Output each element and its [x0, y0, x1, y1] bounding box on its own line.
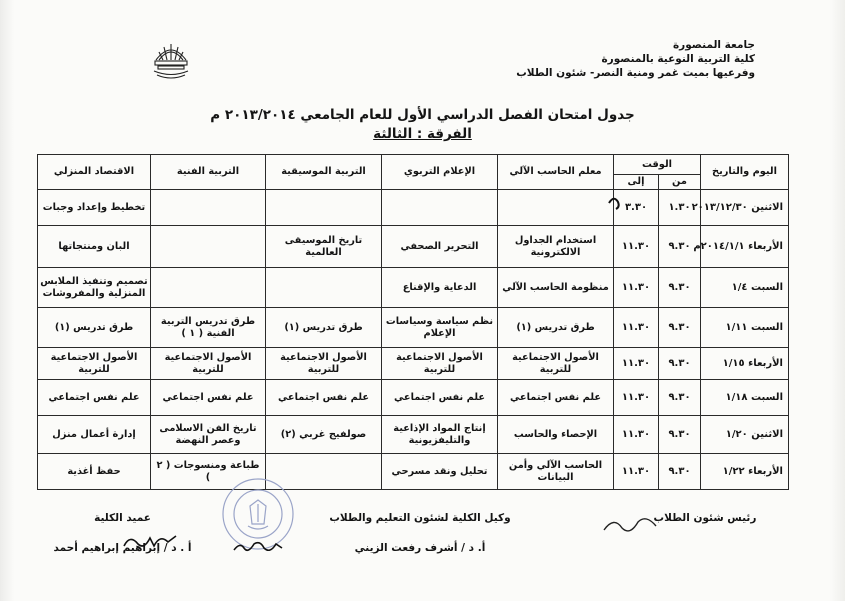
cell-day-date: السبت ١/٤: [701, 268, 789, 308]
title-line-1: جدول امتحان الفصل الدراسي الأول للعام الجامعي ٢٠١٣/٢٠١٤ م: [210, 107, 635, 123]
header-col-home-economics: الاقتصاد المنزلي: [38, 155, 151, 190]
handwritten-number-mark: [230, 536, 286, 556]
cell-time-to: ١١.٣٠: [614, 226, 659, 268]
cell-home-economics: تصميم وتنفيذ الملابس المنزلية والمفروشات: [38, 268, 151, 308]
cell-educational-media: تحليل ونقد مسرحي: [382, 454, 498, 490]
cell-computer-teacher: الحاسب الآلي وأمن البيانات: [498, 454, 614, 490]
cell-home-economics: علم نفس اجتماعي: [38, 380, 151, 416]
cell-computer-teacher: منظومة الحاسب الآلي: [498, 268, 614, 308]
cell-art-education: طرق تدريس التربية الفنية ( ١ ): [151, 308, 266, 348]
signature-title: رئيس شئون الطلاب: [653, 512, 757, 524]
cell-educational-media: الدعاية والإقناع: [382, 268, 498, 308]
schedule-row: [38, 268, 789, 308]
signature-title: وكيل الكلية لشئون التعليم والطلاب: [329, 512, 511, 524]
cell-home-economics: طرق تدريس (١): [38, 308, 151, 348]
cell-computer-teacher: [498, 190, 614, 226]
schedule-row: [38, 380, 789, 416]
cell-time-from: ٩.٣٠: [659, 268, 701, 308]
cell-time-from: ٩.٣٠: [659, 308, 701, 348]
handwritten-signature-dean: [120, 530, 180, 552]
cell-home-economics: إدارة أعمال منزل: [38, 416, 151, 454]
schedule-row: [38, 416, 789, 454]
cell-day-date: الاثنين ٢٠١٣/١٢/٣٠: [701, 190, 789, 226]
cell-computer-teacher: استخدام الجداول الالكترونية: [498, 226, 614, 268]
institution-header: [516, 38, 755, 80]
signature-vice-dean: [315, 512, 525, 554]
schedule-row: [38, 190, 789, 226]
cell-time-from: ٩.٣٠: [659, 226, 701, 268]
cell-art-education: [151, 268, 266, 308]
cell-educational-media: نظم سياسة وسياسات الإعلام: [382, 308, 498, 348]
cell-home-economics: حفظ أغذية: [38, 454, 151, 490]
header-col-music-education: التربية الموسيقية: [266, 155, 382, 190]
cell-time-from: ٩.٣٠: [659, 348, 701, 380]
cell-computer-teacher: الإحصاء والحاسب: [498, 416, 614, 454]
cell-time-to: ١١.٣٠: [614, 416, 659, 454]
schedule-row: [38, 348, 789, 380]
schedule-row: [38, 308, 789, 348]
cell-art-education: طباعة ومنسوجات ( ٢ ): [151, 454, 266, 490]
cell-time-to: ٣.٣٠: [614, 190, 659, 226]
signature-name: أ . د / إبراهيم إبراهيم أحمد: [53, 542, 192, 554]
branches-line: وفرعيها بميت غمر ومنية النصر- شئون الطلاب: [516, 67, 755, 79]
header-col-art-education: التربية الفنية: [151, 155, 266, 190]
header-time: الوقت: [614, 155, 701, 175]
cell-time-from: ٩.٣٠: [659, 380, 701, 416]
university-name: جامعة المنصورة: [672, 39, 755, 51]
signature-title: عميد الكلية: [94, 512, 151, 524]
header-col-computer-teacher: معلم الحاسب الآلي: [498, 155, 614, 190]
cell-music-education: طرق تدريس (١): [266, 308, 382, 348]
schedule-row: [38, 226, 789, 268]
cell-time-from: ١.٣٠: [659, 190, 701, 226]
title-line-2: الفرقة : الثالثة: [373, 126, 472, 142]
cell-day-date: السبت ١/١٨: [701, 380, 789, 416]
cell-music-education: صولفيج غربي (٢): [266, 416, 382, 454]
header-day-date: اليوم والتاريخ: [701, 155, 789, 190]
schedule-row: [38, 454, 789, 490]
cell-music-education: [266, 268, 382, 308]
cell-day-date: الأربعاء ١/٢٢: [701, 454, 789, 490]
cell-educational-media: الأصول الاجتماعية للتربية: [382, 348, 498, 380]
cell-educational-media: [382, 190, 498, 226]
university-logo-icon: [150, 38, 192, 82]
header-to: إلى: [614, 175, 659, 190]
cell-computer-teacher: الأصول الاجتماعية للتربية: [498, 348, 614, 380]
cell-art-education: [151, 226, 266, 268]
cell-computer-teacher: طرق تدريس (١): [498, 308, 614, 348]
cell-computer-teacher: علم نفس اجتماعي: [498, 380, 614, 416]
cell-music-education: الأصول الاجتماعية للتربية: [266, 348, 382, 380]
faculty-name: كلية التربية النوعية بالمنصورة: [601, 53, 755, 65]
cell-educational-media: التحرير الصحفي: [382, 226, 498, 268]
cell-art-education: الأصول الاجتماعية للتربية: [151, 348, 266, 380]
cell-day-date: الأربعاء ٢٠١٤/١/١م: [701, 226, 789, 268]
cell-time-to: ١١.٣٠: [614, 268, 659, 308]
handwritten-correction-mark: [606, 193, 636, 213]
handwritten-signature-student-affairs: [600, 512, 660, 538]
header-from: من: [659, 175, 701, 190]
cell-day-date: الاثنين ١/٢٠: [701, 416, 789, 454]
cell-home-economics: الأصول الاجتماعية للتربية: [38, 348, 151, 380]
header-col-educational-media: الإعلام التربوي: [382, 155, 498, 190]
cell-time-from: ٩.٣٠: [659, 416, 701, 454]
cell-art-education: [151, 190, 266, 226]
cell-day-date: الأربعاء ١/١٥: [701, 348, 789, 380]
signature-name: أ. د / أشرف رفعت الزيني: [354, 542, 486, 554]
cell-time-from: ٩.٣٠: [659, 454, 701, 490]
cell-art-education: تاريخ الفن الاسلامى وعصر النهضة: [151, 416, 266, 454]
cell-music-education: علم نفس اجتماعي: [266, 380, 382, 416]
cell-time-to: ١١.٣٠: [614, 380, 659, 416]
cell-educational-media: إنتاج المواد الإذاعية والتليفزيونية: [382, 416, 498, 454]
document-title: [0, 106, 845, 143]
cell-music-education: [266, 190, 382, 226]
cell-educational-media: علم نفس اجتماعي: [382, 380, 498, 416]
cell-time-to: ١١.٣٠: [614, 454, 659, 490]
cell-home-economics: البان ومنتجاتها: [38, 226, 151, 268]
cell-time-to: ١١.٣٠: [614, 308, 659, 348]
cell-home-economics: تخطيط وإعداد وجبات: [38, 190, 151, 226]
cell-day-date: السبت ١/١١: [701, 308, 789, 348]
cell-time-to: ١١.٣٠: [614, 348, 659, 380]
cell-music-education: تاريخ الموسيقى العالمية: [266, 226, 382, 268]
cell-art-education: علم نفس اجتماعي: [151, 380, 266, 416]
exam-schedule-table: [37, 154, 789, 490]
